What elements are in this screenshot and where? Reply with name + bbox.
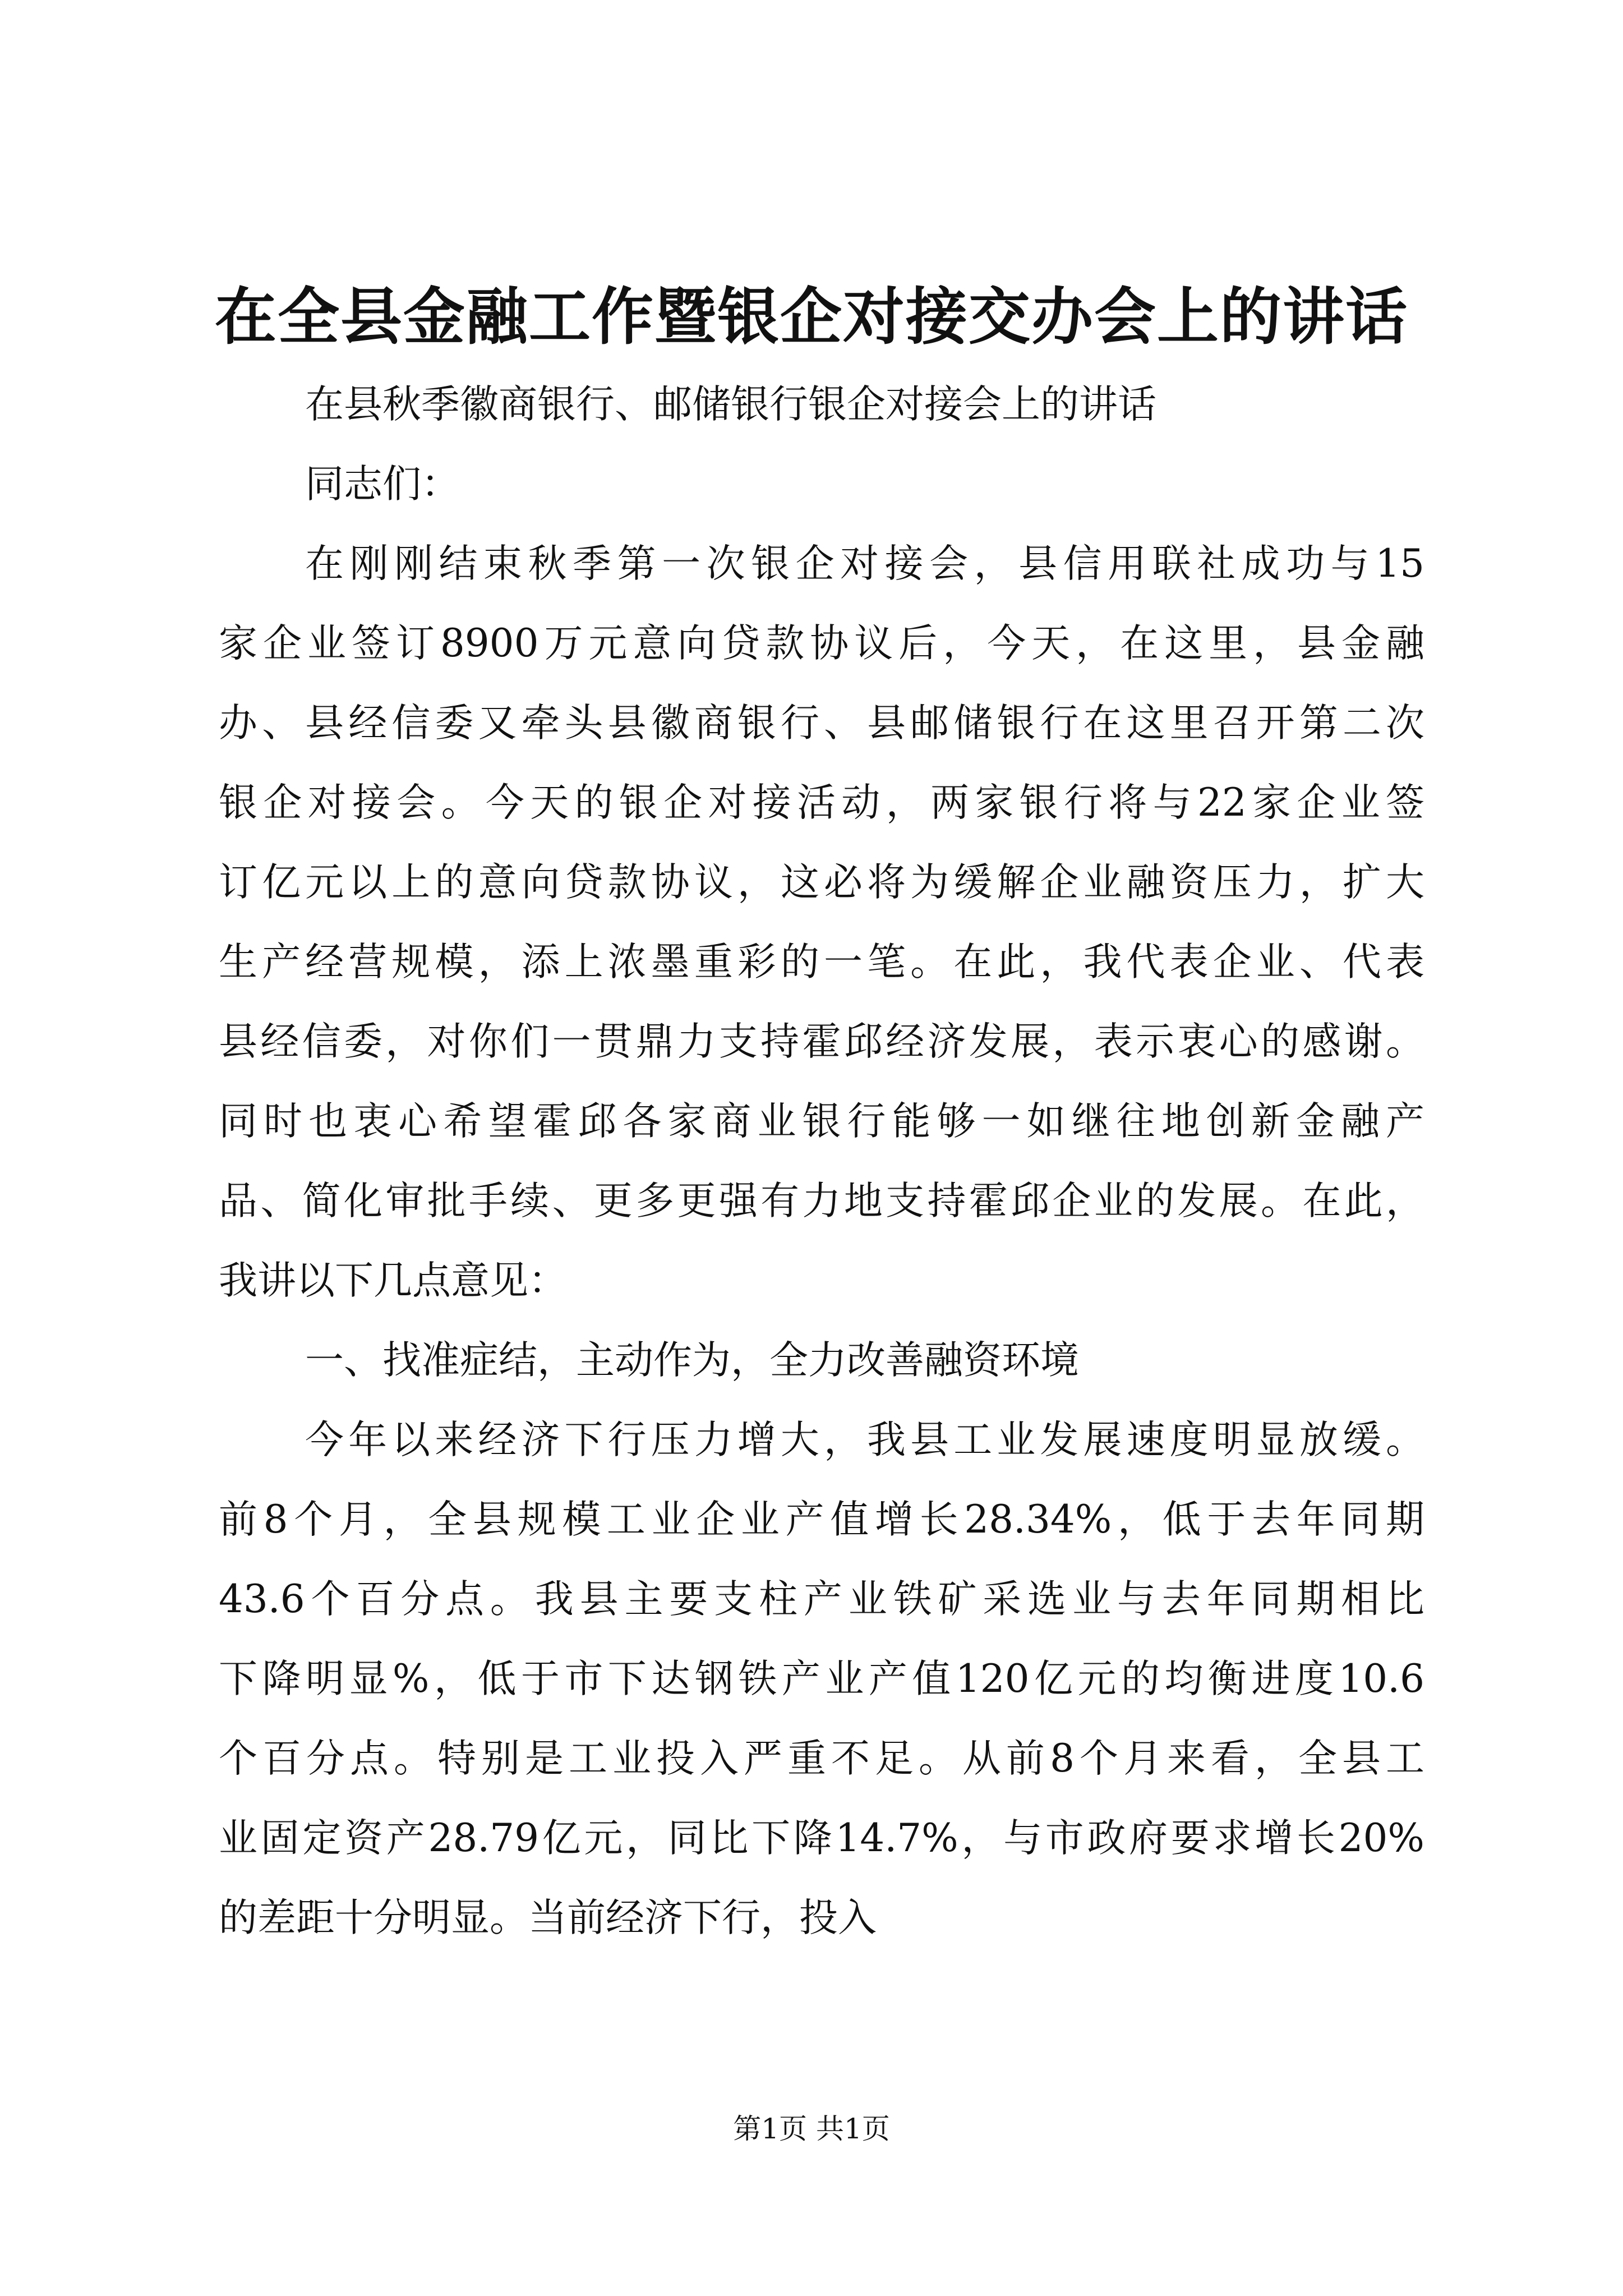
paragraph-line: 办、县经信委又牵头县徽商银行、县邮储银行在这里召开第二次 — [219, 701, 1424, 746]
paragraph-line: 县经信委，对你们一贯鼎力支持霍邱经济发展，表示衷心的感谢。 — [219, 1019, 1424, 1064]
paragraph-line: 我讲以下几点意见： — [219, 1258, 567, 1303]
paragraph-line: 银企对接会。今天的银企对接活动，两家银行将与22家企业签 — [219, 780, 1424, 825]
page-number-footer: 第1页 共1页 — [733, 2113, 890, 2145]
section-heading: 一、找准症结，主动作为，全力改善融资环境 — [305, 1338, 1079, 1383]
paragraph-line: 的差距十分明显。当前经济下行，投入 — [219, 1895, 877, 1940]
paragraph-line: 业固定资产28.79亿元，同比下降14.7%，与市政府要求增长20% — [219, 1816, 1424, 1861]
salutation-line: 同志们： — [305, 462, 460, 507]
paragraph-line: 订亿元以上的意向贷款协议，这必将为缓解企业融资压力，扩大 — [219, 860, 1424, 905]
document-title: 在全县金融工作暨银企对接交办会上的讲话 — [215, 280, 1408, 353]
paragraph-line: 家企业签订8900万元意向贷款协议后，今天，在这里，县金融 — [219, 621, 1424, 666]
paragraph-line: 43.6个百分点。我县主要支柱产业铁矿采选业与去年同期相比 — [219, 1577, 1424, 1622]
paragraph-line: 在刚刚结束秋季第一次银企对接会，县信用联社成功与15 — [305, 541, 1424, 586]
document-body — [219, 365, 1424, 1958]
subtitle-line: 在县秋季徽商银行、邮储银行银企对接会上的讲话 — [305, 382, 1156, 427]
paragraph-line: 品、简化审批手续、更多更强有力地支持霍邱企业的发展。在此， — [219, 1179, 1424, 1223]
paragraph-line: 前8个月，全县规模工业企业产值增长28.34%，低于去年同期 — [219, 1497, 1424, 1542]
paragraph-line: 同时也衷心希望霍邱各家商业银行能够一如继往地创新金融产 — [219, 1099, 1424, 1144]
paragraph-line: 今年以来经济下行压力增大，我县工业发展速度明显放缓。 — [305, 1418, 1424, 1462]
paragraph-line: 生产经营规模，添上浓墨重彩的一笔。在此，我代表企业、代表 — [219, 940, 1424, 984]
paragraph-line: 下降明显%，低于市下达钢铁产业产值120亿元的均衡进度10.6 — [219, 1657, 1424, 1701]
paragraph-line: 个百分点。特别是工业投入严重不足。从前8个月来看，全县工 — [219, 1736, 1424, 1781]
